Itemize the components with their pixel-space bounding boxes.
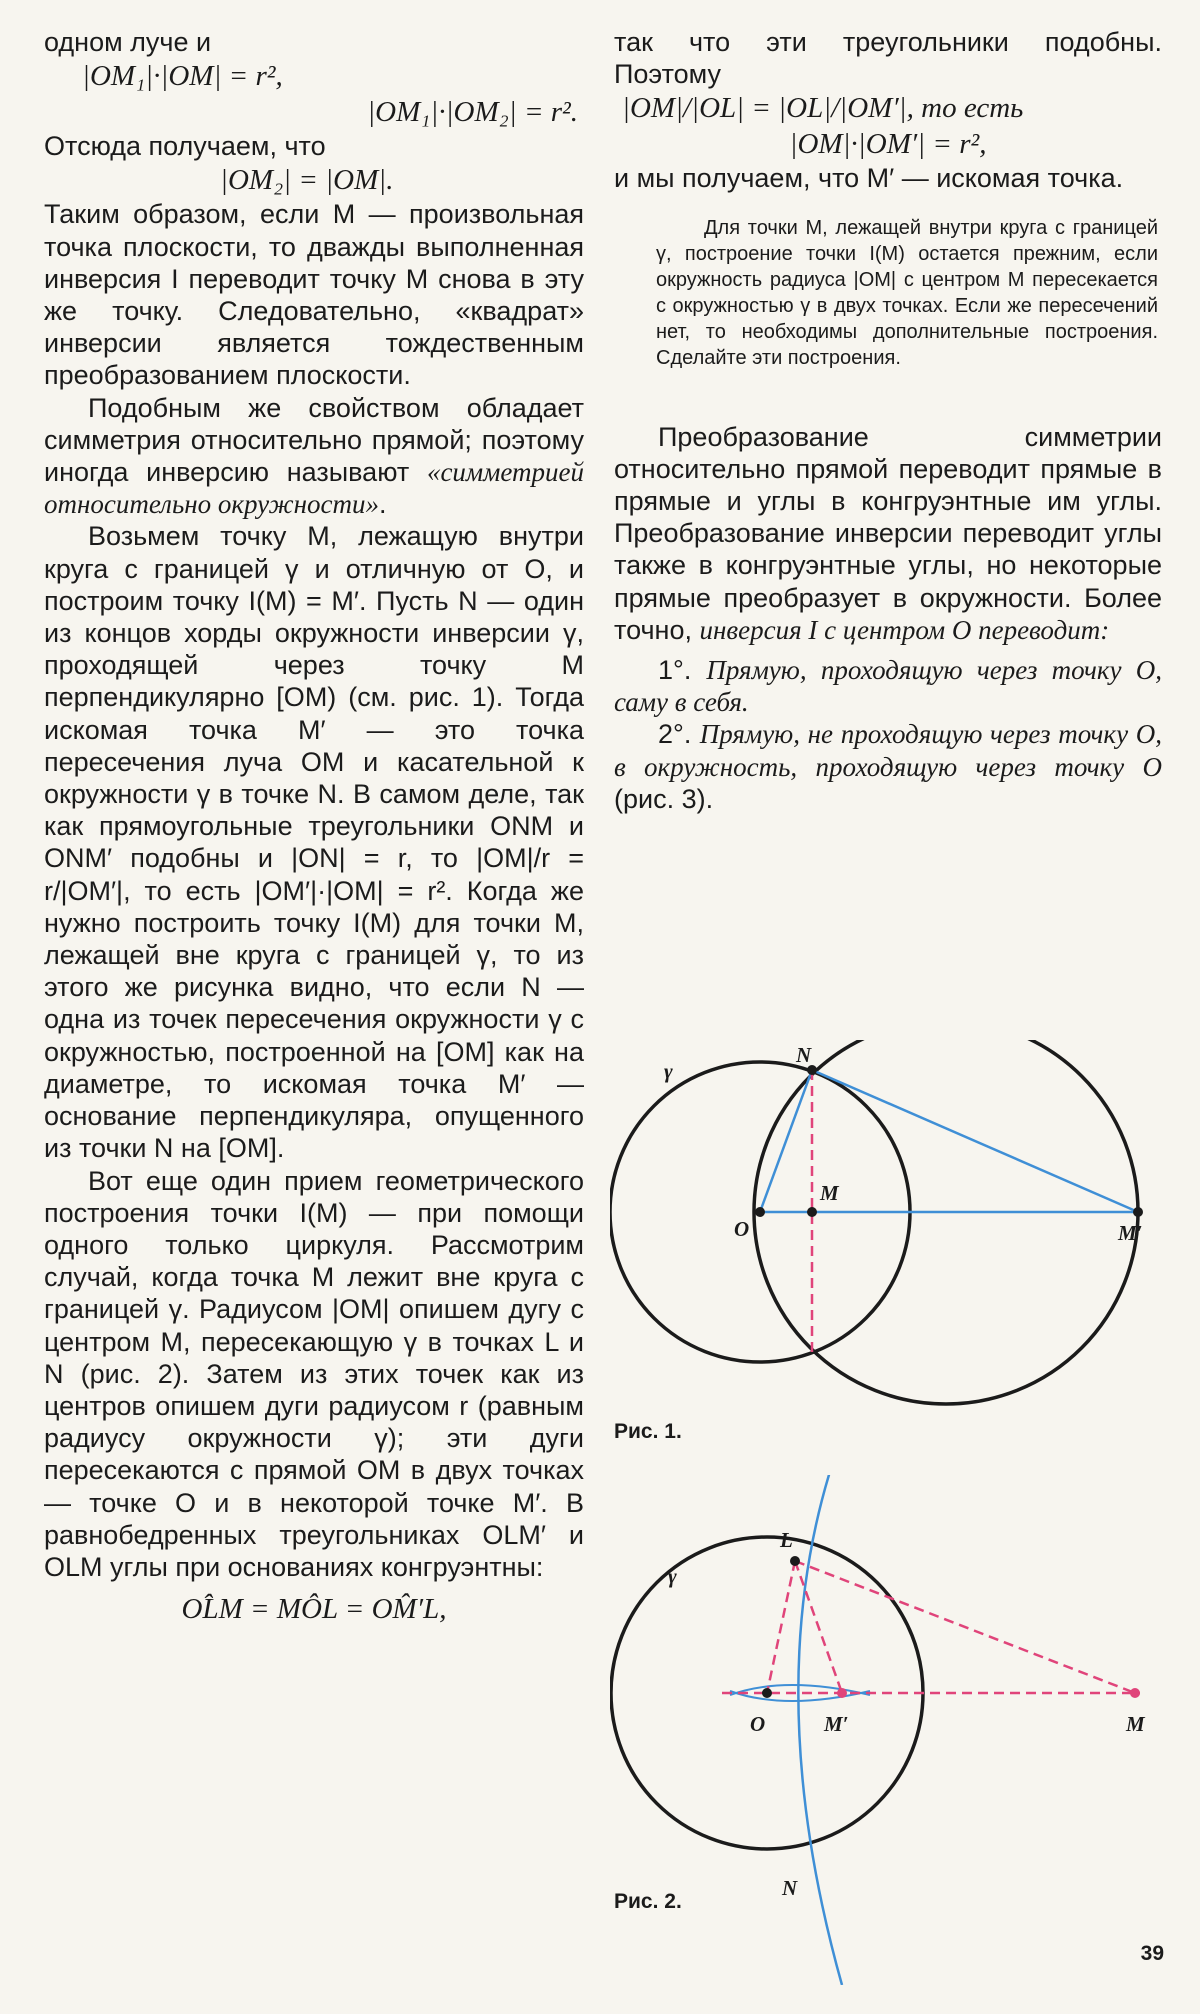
fig2-arc-small-lower [730,1691,870,1701]
fig2-arc-small-upper [730,1685,870,1695]
fig1-point-Mprime [1133,1207,1143,1217]
paragraph-transform-italic: инверсия I с центром O переводит: [699,614,1110,645]
line-top: одном луче и [44,27,212,57]
paragraph-transform [614,421,1162,646]
fig1-point-O [755,1207,765,1217]
fig2-label-N: N [782,1876,798,1900]
fig1-label-O: O [734,1217,750,1241]
figure-1 [610,1040,1170,1410]
formula-f: |OM|·|OM′| = r², [789,128,987,161]
fig2-line-LM [795,1561,1135,1693]
paragraph-2-text: Подобным же свойством обладает симметрия относительно прямой; поэтому иногда инверсию называют [44,392,584,488]
paragraph-top: так что эти треугольники подобны. Поэтому [614,27,1162,90]
paragraph-1: Таким образом, если M — произвольная точка плоскости, то дважды выполненная инверсия I переводит точку M снова в эту же точку. Следовательно, «квадрат» инверсии является тождественным преобразованием плоскости. [44,199,584,391]
list-item-1-number: 1°. [658,655,692,686]
fig2-label-M: M [1126,1712,1145,1736]
formula-d: OL̂M = MÔL = OM̂′L, [181,1593,447,1626]
list-item-2-ref: (рис. 3). [614,783,714,814]
left-column [44,26,584,1627]
formula-c: |OM₂| = |OM|. [220,164,394,197]
fig2-point-M [1130,1688,1140,1698]
page-number: 39 [1140,1942,1164,1965]
paragraph-otsyuda: Отсюда получаем, что [44,131,326,162]
list-item-1 [614,654,1162,718]
fig2-label-O: O [750,1712,766,1736]
formula-a: |OM₁|·|OM| = r², [82,60,283,93]
paragraph-transform-text: Преобразование симметрии относительно прямой переводит прямые в прямые и углы в конгруэнтные им углы. Преобразование инверсии переводит углы также в конгруэнтные углы, но некоторые прямые преобразует в окружности. Более точно, [614,421,1162,645]
list-item-2-text: Прямую, не проходящую через точку O, в окружность, проходящую через точку O [614,719,1162,782]
fig2-line-LO [767,1561,795,1693]
right-column [614,26,1162,815]
fig2-point-O [762,1688,772,1698]
paragraph-2 [44,392,584,521]
fig2-point-L [790,1556,800,1566]
fig2-label-gamma: γ [668,1564,677,1588]
paragraph-result: и мы получаем, что M′ — искомая точка. [614,163,1124,194]
list-item-2 [614,718,1162,815]
figure-2 [610,1475,1170,1985]
list-item-1-text: Прямую, проходящую через точку O, саму в себя. [614,655,1162,718]
fig1-label-N: N [796,1043,812,1067]
fig2-label-Mprime: M′ [824,1712,849,1736]
figure-2-caption: Рис. 2. [614,1890,682,1913]
fig2-label-L: L [780,1528,793,1552]
list-item-2-number: 2°. [658,719,692,750]
fig1-label-M: M [820,1181,839,1205]
fig2-point-Mprime [837,1688,847,1698]
fig1-line-tangent [812,1070,1138,1212]
fig1-point-M [807,1207,817,1217]
fig1-label-gamma: γ [664,1059,673,1083]
fig1-label-Mprime: M′ [1118,1221,1143,1245]
note-box: Для точки M, лежащей внутри круга с границей γ, построение точки I(M) остается прежним, если окружность радиуса |OM| с центром M пересекается с окружностью γ в двух точках. Если же пересечений нет, то необходимы дополнительные построения. Сделайте эти построения. [656,216,1158,369]
paragraph-3: Возьмем точку M, лежащую внутри круга с границей γ и отличную от O, и построим точку I(M) = M′. Пусть N — один из концов хорды окружности инверсии γ, проходящей через точку M перпендикулярно [OM) (см. рис. 1). Тогда искомая точка M′ — это точка пересечения луча OM и касательной к окружности γ в точке N. В самом деле, так как прямоугольные треугольники ONM и ONM′ подобны и |ON| = r, то |OM|/r = r/|OM′|, то есть |OM′|·|OM| = r². Когда же нужно построить точку I(M) для точки M, лежащей вне круга с границей γ, то из этого же рисунка видно, что если N — одна из точек пересечения окружности γ с окружностью, построенной на [OM] как на диаметре, то искомая точка M′ — основание перпендикуляра, опущенного из точки N на [OM]. [44,521,584,1164]
formula-e: |OM|/|OL| = |OL|/|OM′|, то есть [622,92,1024,125]
paragraph-4: Вот еще один прием геометрического построения точки I(M) — при помощи одного только циркуля. Рассмотрим случай, когда точка M лежит вне круга с границей γ. Радиусом |OM| опишем дугу с центром M, пересекающую γ в точках L и N (рис. 2). Затем из этих точек как из центров опишем дуги радиусом r (равным радиусу окружности γ); эти дуги пересекаются с прямой OM в двух точках — точке O и в некоторой точке M′. В равнобедренных треугольниках OLM′ и OLM углы при основаниях конгруэнтны: [44,1165,584,1582]
paragraph-2-end: . [378,489,387,520]
figure-1-caption: Рис. 1. [614,1420,682,1443]
formula-b: |OM₁|·|OM₂| = r². [367,96,578,129]
paragraph-2-italic: «симметрией относительно окружности» [44,457,584,520]
